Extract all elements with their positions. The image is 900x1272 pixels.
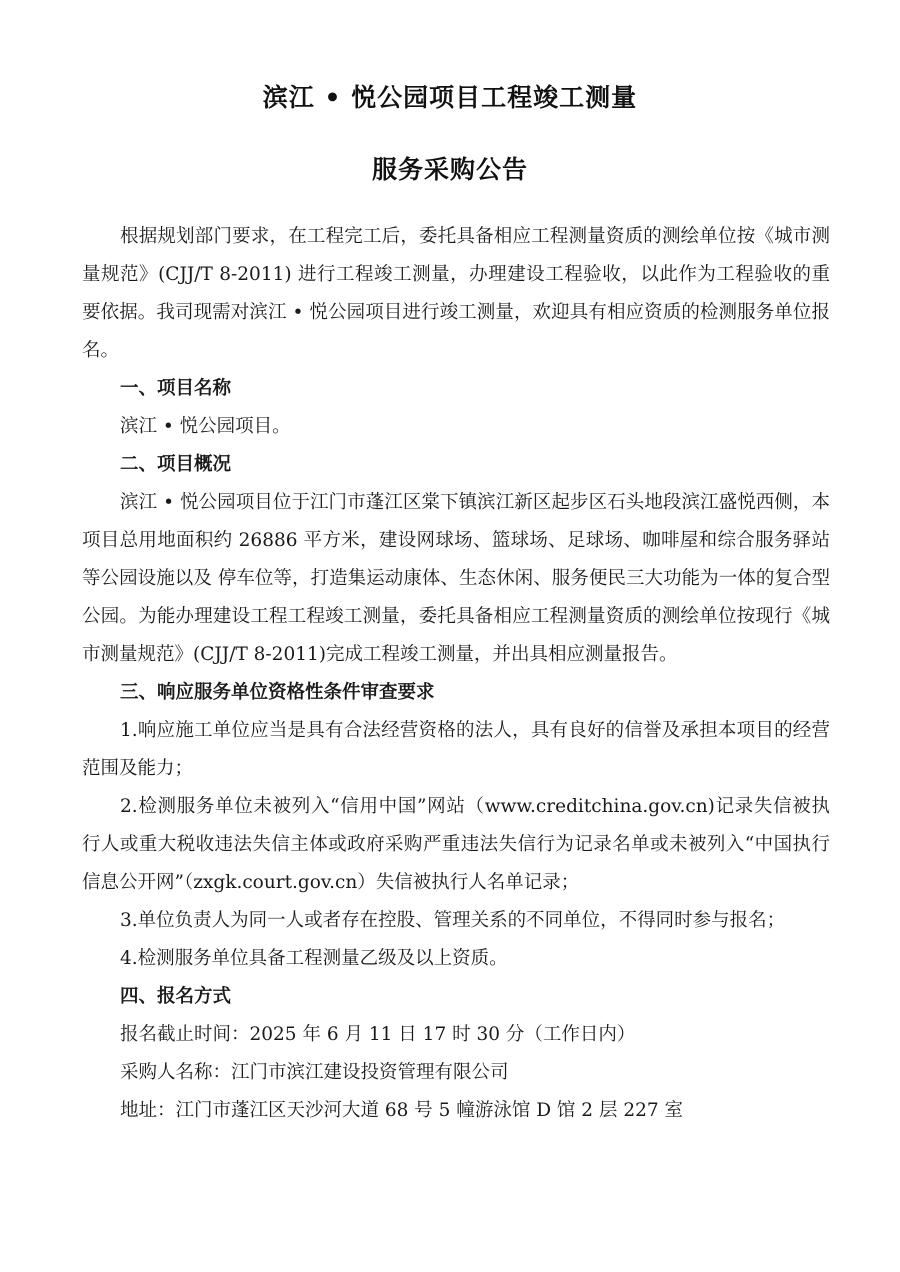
document-title: 滨江 • 悦公园项目工程竣工测量 bbox=[262, 83, 638, 112]
section3-heading: 三、响应服务单位资格性条件审查要求 bbox=[120, 682, 435, 703]
document-subtitle: 服务采购公告 bbox=[371, 155, 528, 184]
requirement-item-4: 4.检测服务单位具备工程测量乙级及以上资质。 bbox=[120, 948, 508, 969]
section1-heading: 一、项目名称 bbox=[120, 378, 232, 399]
section2-heading: 二、项目概况 bbox=[120, 454, 232, 475]
document-body bbox=[82, 218, 830, 1130]
section1-text: 滨江 • 悦公园项目。 bbox=[120, 416, 291, 437]
requirement-item-2: 2.检测服务单位未被列入“信用中国”网站（www.creditchina.gov.cn)记录失信被执行人或重大税收违法失信主体或政府采购严重违法失信行为记录名单或未被列入“中国执行信息公开网”（zxgk.court.gov.cn）失信被执行人名单记录； bbox=[82, 796, 830, 893]
requirement-item-3: 3.单位负责人为同一人或者存在控股、管理关系的不同单位，不得同时参与报名； bbox=[120, 910, 786, 931]
section2-text: 滨江 • 悦公园项目位于江门市蓬江区棠下镇滨江新区起步区石头地段滨江盛悦西侧，本项目总用地面积约 26886 平方米，建设网球场、篮球场、足球场、咖啡屋和综合服务驿站等公园设施以及 停车位等，打造集运动康体、生态休闲、服务便民三大功能为一体的复合型公园。为能办理建设工程工程竣工测量，委托具备相应工程测量资质的测绘单位按现行《城市测量规范》(CJJ/T 8-2011)完成工程竣工测量，并出具相应测量报告。 bbox=[82, 492, 830, 665]
purchaser-address: 地址：江门市蓬江区天沙河大道 68 号 5 幢游泳馆 D 馆 2 层 227 室 bbox=[120, 1100, 684, 1121]
purchaser-name: 采购人名称：江门市滨江建设投资管理有限公司 bbox=[120, 1062, 509, 1083]
intro-paragraph: 根据规划部门要求，在工程完工后，委托具备相应工程测量资质的测绘单位按《城市测量规范》(CJJ/T 8-2011) 进行工程竣工测量，办理建设工程验收，以此作为工程验收的重要依据。我司现需对滨江 • 悦公园项目进行竣工测量，欢迎具有相应资质的检测服务单位报名。 bbox=[82, 226, 830, 361]
registration-deadline: 报名截止时间：2025 年 6 月 11 日 17 时 30 分（工作日内） bbox=[120, 1024, 636, 1045]
section4-heading: 四、报名方式 bbox=[120, 986, 232, 1007]
requirement-item-1: 1.响应施工单位应当是具有合法经营资格的法人，具有良好的信誉及承担本项目的经营范围及能力； bbox=[82, 720, 830, 779]
